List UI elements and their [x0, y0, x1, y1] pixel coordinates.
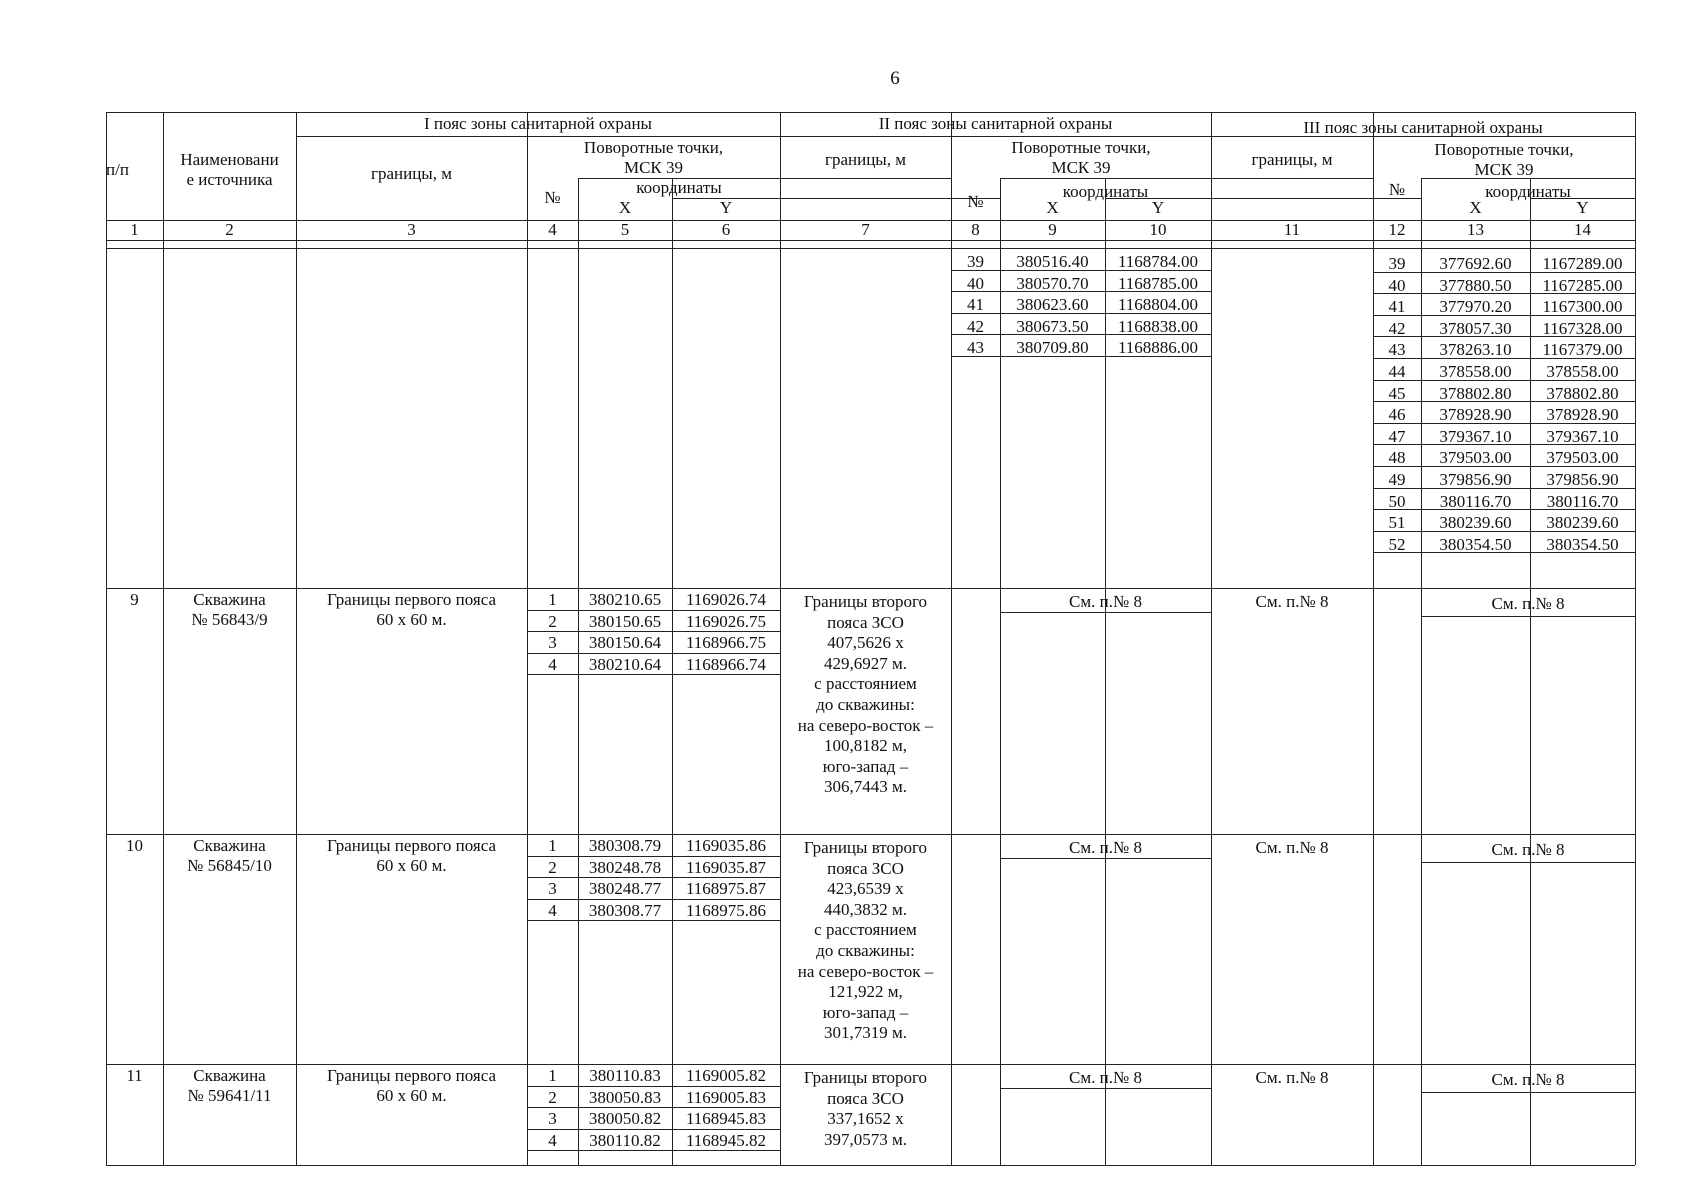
- point-number: 3: [548, 879, 557, 899]
- row-separator: [106, 588, 1635, 589]
- row-index: 9: [130, 590, 139, 609]
- coord-y: 1168975.86: [685, 900, 767, 920]
- coord-x: 377970.20: [1439, 297, 1512, 317]
- coord-x: 380150.64: [588, 633, 662, 653]
- point-number: 4: [548, 1130, 557, 1150]
- coord-y: 1169026.75: [685, 611, 767, 631]
- row-separator: [106, 1064, 1635, 1065]
- coord-y: 1168975.87: [685, 879, 767, 899]
- coord-y: 1168838.00: [1117, 316, 1199, 336]
- row-line: [527, 877, 780, 878]
- coord-x: 378558.00: [1439, 362, 1512, 381]
- row-line: [527, 899, 780, 900]
- coord-y: 1167379.00: [1542, 340, 1623, 360]
- coord-y: 380116.70: [1546, 491, 1619, 511]
- coord-y: 378928.90: [1546, 405, 1619, 425]
- point-number: 49: [1388, 470, 1406, 489]
- coord-x: 380570.70: [1016, 273, 1089, 293]
- coord-y: 1168945.83: [685, 1109, 767, 1129]
- point-number: 39: [1388, 254, 1406, 273]
- coord-y: 378558.00: [1546, 362, 1619, 381]
- header-pp: п/п: [106, 160, 129, 179]
- coord-x: 380709.80: [1016, 338, 1089, 358]
- header-y: Y: [1576, 198, 1589, 217]
- coord-x: 380516.40: [1016, 252, 1089, 271]
- coord-x: 380110.82: [589, 1130, 661, 1150]
- row-line: [527, 1150, 780, 1151]
- belt2-points-ref: См. п.№ 8: [1069, 592, 1142, 611]
- row-line: [1373, 401, 1635, 402]
- belt3-points-ref: См. п.№ 8: [1491, 1070, 1565, 1089]
- coord-x: 380150.65: [588, 611, 662, 631]
- column-number: 7: [861, 220, 870, 239]
- coord-x: 379856.90: [1439, 470, 1512, 489]
- point-number: 47: [1388, 426, 1406, 446]
- coord-y: 378802.80: [1546, 383, 1619, 403]
- row-line: [1373, 552, 1635, 553]
- header-belt1-bounds: границы, м: [371, 164, 452, 183]
- header-belt3: III пояс зоны санитарной охраны: [1303, 118, 1543, 137]
- coord-x: 380673.50: [1016, 316, 1089, 336]
- header-no: №: [1388, 180, 1406, 199]
- coord-x: 380110.83: [589, 1066, 661, 1085]
- point-number: 45: [1388, 383, 1406, 403]
- header-belt2: II пояс зоны санитарной охраны: [878, 114, 1113, 133]
- column-number: 6: [721, 220, 731, 239]
- coord-x: 377692.60: [1439, 254, 1512, 273]
- source-name: Скважина № 56845/10: [187, 836, 272, 875]
- row-line: [527, 1086, 780, 1087]
- coord-x: 380354.50: [1439, 534, 1512, 554]
- belt2-bounds: Границы второго пояса ЗСО 337,1652 х 397,0573 м.: [803, 1068, 928, 1149]
- coord-x: 380248.78: [588, 857, 662, 877]
- header-name: Наименовани е источника: [180, 150, 279, 189]
- row-line: [527, 631, 780, 632]
- colnum-line: [106, 240, 1635, 241]
- coord-x: 380050.83: [588, 1087, 662, 1107]
- coord-x: 379503.00: [1439, 448, 1512, 468]
- row-line: [1373, 531, 1635, 532]
- row-index: 11: [126, 1066, 143, 1085]
- coord-x: 380210.65: [588, 590, 662, 609]
- point-number: 46: [1388, 405, 1406, 425]
- coord-y: 1168886.00: [1117, 338, 1199, 358]
- point-number: 3: [548, 633, 557, 653]
- column-number: 13: [1467, 220, 1484, 239]
- row-line: [527, 1107, 780, 1108]
- header-belt1-points: Поворотные точки, МСК 39: [583, 138, 724, 177]
- row-line: [1421, 862, 1635, 863]
- point-number: 1: [548, 836, 557, 855]
- outer-border: [1635, 112, 1636, 1165]
- point-number: 41: [1388, 297, 1406, 317]
- point-number: 41: [967, 295, 984, 315]
- coord-x: 378057.30: [1439, 318, 1512, 338]
- point-number: 1: [548, 590, 557, 609]
- coord-y: 379503.00: [1546, 448, 1619, 468]
- coord-y: 380354.50: [1546, 534, 1619, 554]
- header-x: X: [1046, 198, 1059, 217]
- point-number: 39: [967, 252, 984, 271]
- coord-y: 1167328.00: [1542, 318, 1623, 338]
- point-number: 50: [1388, 491, 1406, 511]
- row-line: [951, 313, 1211, 314]
- coord-x: 379367.10: [1439, 426, 1512, 446]
- outer-border: [106, 112, 107, 1165]
- coord-y: 1168804.00: [1117, 295, 1199, 315]
- coord-x: 380210.64: [588, 654, 662, 674]
- coord-x: 378263.10: [1439, 340, 1512, 360]
- column-number: 14: [1574, 220, 1591, 239]
- belt2-bounds: Границы второго пояса ЗСО 407,5626 х 429,6927 м. с расстоянием до скважины: на северо-восток – 100,8182 м, юго-запад – 306,7443 м.: [797, 592, 934, 797]
- point-number: 51: [1388, 513, 1406, 533]
- column-number: 5: [620, 220, 630, 239]
- header-belt1: I пояс зоны санитарной охраны: [424, 114, 652, 133]
- row-line: [527, 674, 780, 675]
- row-line: [527, 610, 780, 611]
- point-number: 43: [967, 338, 984, 358]
- coord-x: 380239.60: [1439, 513, 1512, 533]
- point-number: 3: [548, 1109, 557, 1129]
- page-number: 6: [890, 68, 900, 89]
- coord-y: 1169005.83: [685, 1087, 767, 1107]
- row-line: [1000, 612, 1211, 613]
- belt3-points-ref: См. п.№ 8: [1491, 840, 1565, 859]
- point-number: 42: [1388, 318, 1406, 338]
- coord-y: 1169026.74: [685, 590, 767, 609]
- row-line: [951, 334, 1211, 335]
- belt3-bounds-ref: См. п.№ 8: [1255, 1068, 1329, 1087]
- point-number: 52: [1388, 534, 1406, 554]
- belt3-points-ref: См. п.№ 8: [1491, 594, 1565, 613]
- column-number: 10: [1149, 220, 1167, 239]
- belt2-points-ref: См. п.№ 8: [1069, 838, 1142, 857]
- row-line: [527, 653, 780, 654]
- header-coordinates: координаты: [636, 178, 722, 197]
- row-line: [527, 920, 780, 921]
- coord-y: 1167300.00: [1542, 297, 1623, 317]
- row-line: [1373, 488, 1635, 489]
- row-line: [1373, 509, 1635, 510]
- belt2-bounds: Границы второго пояса ЗСО 423,6539 х 440,3832 м. с расстоянием до скважины: на северо-восток – 121,922 м, юго-запад – 301,7319 м.: [797, 838, 934, 1043]
- point-number: 48: [1388, 448, 1406, 468]
- coord-x: 377880.50: [1439, 275, 1512, 295]
- header-belt3-bounds: границы, м: [1251, 150, 1333, 169]
- coord-y: 1169035.86: [685, 836, 767, 855]
- table-top-border: [106, 112, 1635, 113]
- header-y: Y: [719, 198, 733, 217]
- point-number: 44: [1388, 362, 1406, 381]
- coord-y: 380239.60: [1546, 513, 1619, 533]
- coord-y: 379367.10: [1546, 426, 1619, 446]
- point-number: 2: [548, 857, 557, 877]
- point-number: 40: [967, 273, 984, 293]
- point-number: 1: [548, 1066, 557, 1085]
- column-number: 3: [407, 220, 416, 239]
- header-belt2-points: Поворотные точки, МСК 39: [1011, 138, 1151, 177]
- header-coordinates: координаты: [1485, 182, 1571, 201]
- row-line: [1000, 1088, 1211, 1089]
- coord-x: 378928.90: [1439, 405, 1512, 425]
- row-line: [1000, 858, 1211, 859]
- row-line: [527, 856, 780, 857]
- coord-x: 380623.60: [1016, 295, 1089, 315]
- point-number: 43: [1388, 340, 1406, 360]
- coord-x: 380050.82: [588, 1109, 662, 1129]
- coord-y: 1169005.82: [685, 1066, 767, 1085]
- belt2-points-ref: См. п.№ 8: [1069, 1068, 1142, 1087]
- coord-y: 379856.90: [1546, 470, 1619, 489]
- belt1-bounds: Границы первого пояса 60 х 60 м.: [326, 1066, 496, 1105]
- header-x: X: [1469, 198, 1482, 217]
- point-number: 42: [967, 316, 984, 336]
- belt3-bounds-ref: См. п.№ 8: [1255, 592, 1329, 611]
- column-number: 4: [548, 220, 557, 239]
- coord-x: 380116.70: [1439, 491, 1512, 511]
- point-number: 2: [548, 611, 557, 631]
- coord-y: 1167289.00: [1542, 254, 1623, 273]
- row-line: [951, 356, 1211, 357]
- row-line: [1373, 336, 1635, 337]
- source-name: Скважина № 59641/11: [187, 1066, 272, 1105]
- column-number: 12: [1388, 220, 1406, 239]
- column-line: [296, 112, 297, 1165]
- row-line: [1373, 272, 1635, 273]
- belt3-bounds-ref: См. п.№ 8: [1255, 838, 1329, 857]
- header-no: №: [967, 192, 984, 211]
- row-line: [1373, 444, 1635, 445]
- row-line: [951, 291, 1211, 292]
- coord-x: 378802.80: [1439, 383, 1512, 403]
- point-number: 4: [548, 654, 557, 674]
- coord-x: 380308.79: [588, 836, 662, 855]
- belt1-bounds: Границы первого пояса 60 х 60 м.: [326, 836, 496, 875]
- coord-y: 1168966.75: [685, 633, 767, 653]
- column-number: 9: [1048, 220, 1057, 239]
- row-line: [1373, 380, 1635, 381]
- coord-y: 1168945.82: [685, 1130, 767, 1150]
- row-separator: [106, 834, 1635, 835]
- coord-y: 1167285.00: [1542, 275, 1623, 295]
- coord-x: 380308.77: [588, 900, 662, 920]
- source-name: Скважина № 56843/9: [191, 590, 268, 629]
- row-line: [1373, 315, 1635, 316]
- row-line: [1373, 423, 1635, 424]
- header-line: [1000, 178, 1373, 179]
- header-belt2-bounds: границы, м: [825, 150, 906, 169]
- point-number: 2: [548, 1087, 557, 1107]
- row-index: 10: [126, 836, 143, 855]
- column-number: 2: [225, 220, 234, 239]
- header-coordinates: координаты: [1062, 182, 1149, 201]
- row-line: [1373, 358, 1635, 359]
- belt1-bounds: Границы первого пояса 60 х 60 м.: [326, 590, 496, 629]
- header-x: X: [618, 198, 632, 217]
- coord-y: 1168966.74: [685, 654, 767, 674]
- point-number: 4: [548, 900, 557, 920]
- row-line: [1373, 293, 1635, 294]
- header-bottom-line: [106, 248, 1635, 249]
- column-number: 11: [1283, 220, 1301, 239]
- row-line: [1373, 466, 1635, 467]
- column-number: 1: [130, 220, 139, 239]
- row-line: [1421, 1092, 1635, 1093]
- column-line: [1211, 112, 1212, 1165]
- header-no: №: [544, 188, 561, 207]
- header-belt3-points: Поворотные точки, МСК 39: [1434, 140, 1574, 179]
- column-line: [163, 112, 164, 1165]
- coord-y: 1168784.00: [1117, 252, 1199, 271]
- column-number: 8: [971, 220, 980, 239]
- coord-y: 1168785.00: [1117, 273, 1199, 293]
- row-line: [527, 1129, 780, 1130]
- row-line: [1421, 616, 1635, 617]
- header-y: Y: [1151, 198, 1165, 217]
- table-bottom-border: [106, 1165, 1635, 1166]
- coord-y: 1169035.87: [685, 857, 767, 877]
- row-line: [951, 270, 1211, 271]
- point-number: 40: [1388, 275, 1406, 295]
- coord-x: 380248.77: [588, 879, 662, 899]
- sanitary-zone-table: [106, 112, 1635, 1165]
